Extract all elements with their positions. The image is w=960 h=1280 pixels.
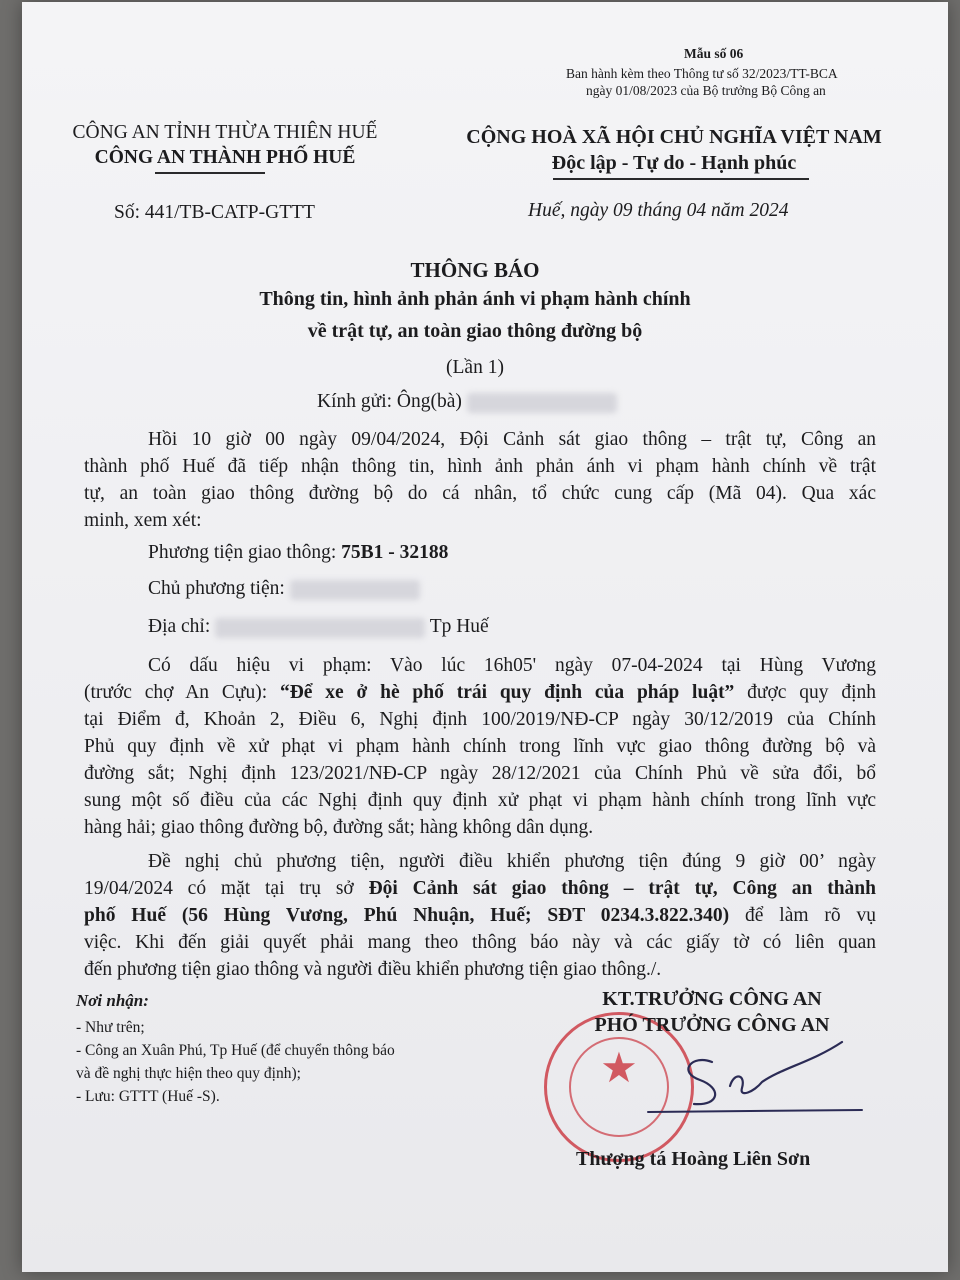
agency-underline: [155, 172, 265, 174]
violation-paragraph: [84, 652, 876, 841]
vehicle-label: Phương tiện giao thông:: [148, 542, 342, 563]
redacted-address: [215, 618, 425, 638]
request-line: Đề nghị chủ phương tiện, người điều khiển phương tiện đúng 9 giờ 00’ ngày: [148, 851, 876, 872]
violation-text: được quy định: [734, 682, 876, 703]
violation-line: tại Điểm đ, Khoản 2, Điều 6, Nghị định 100/2019/NĐ-CP ngày 30/12/2019 của Chính: [84, 709, 876, 730]
intro-line: tự, an toàn giao thông đường bộ do cá nhân, tổ chức cung cấp (Mã 04). Qua xác: [84, 483, 876, 504]
signature-title-2: PHÓ TRƯỞNG CÔNG AN: [594, 1014, 830, 1036]
request-office: Đội Cảnh sát giao thông – trật tự, Công an thành: [368, 878, 876, 899]
agency-name: CÔNG AN THÀNH PHỐ HUẾ: [94, 147, 356, 168]
violation-line: sung một số điều của các Nghị định quy định xử phạt vi phạm hành chính trong lĩnh vực: [84, 790, 876, 811]
handwritten-signature: [642, 1032, 872, 1132]
document-page: [22, 2, 948, 1272]
country-name: CỘNG HOÀ XÃ HỘI CHỦ NGHĨA VIỆT NAM: [466, 126, 882, 148]
intro-paragraph: [84, 426, 876, 534]
violation-line: [84, 679, 876, 706]
notice-round: (Lần 1): [446, 357, 504, 378]
form-number: Mẫu số 06: [684, 46, 744, 61]
request-office-address: phố Huế (56 Hùng Vương, Phú Nhuận, Huế; SĐT 0234.3.822.340): [84, 905, 730, 926]
recipient-item: - Công an Xuân Phú, Tp Huế (để chuyển thông báo: [76, 1042, 395, 1059]
signer-name: Thượng tá Hoàng Liên Sơn: [576, 1148, 811, 1170]
intro-line: thành phố Huế đã tiếp nhận thông tin, hình ảnh phản ánh vi phạm hành chính về trật: [84, 456, 876, 477]
notice-title: THÔNG BÁO: [410, 258, 540, 282]
request-line: [84, 902, 876, 929]
request-text: 19/04/2024 có mặt tại trụ sở: [84, 878, 369, 899]
notice-subtitle-1: Thông tin, hình ảnh phản ánh vi phạm hành chính: [259, 288, 691, 310]
recipient-item: và đề nghị thực hiện theo quy định);: [76, 1065, 301, 1082]
national-slogan: Độc lập - Tự do - Hạnh phúc: [551, 152, 797, 174]
redacted-owner-name: [290, 580, 420, 600]
recipient-item: - Như trên;: [76, 1019, 145, 1036]
recipients-list: [76, 1016, 395, 1108]
recipients-heading: Nơi nhận:: [76, 991, 149, 1010]
recipient-item: - Lưu: GTTT (Huế -S).: [76, 1088, 220, 1105]
owner-label: Chủ phương tiện:: [148, 578, 285, 599]
slogan-underline: [553, 178, 809, 180]
violation-line: hàng hải; giao thông đường bộ, đường sắt; hàng không dân dụng.: [84, 817, 594, 838]
violation-location: (trước chợ An Cựu):: [84, 682, 280, 703]
violation-line: Phủ quy định về xử phạt vi phạm hành chính trong lĩnh vực giao thông đường bộ và: [84, 736, 876, 757]
signature-title-1: KT.TRƯỞNG CÔNG AN: [602, 988, 822, 1010]
greeting-label: Kính gửi: Ông(bà): [317, 391, 462, 412]
form-reference-line2: ngày 01/08/2023 của Bộ trưởng Bộ Công an: [586, 83, 826, 98]
violation-line: đường sắt; Nghị định 123/2021/NĐ-CP ngày 28/12/2021 của Chính Phủ về sửa đổi, bổ: [84, 763, 876, 784]
intro-line: Hồi 10 giờ 00 ngày 09/04/2024, Đội Cảnh sát giao thông – trật tự, Công an: [148, 429, 876, 450]
address-row: [148, 616, 489, 638]
greeting: [317, 391, 617, 413]
document-number: Số: 441/TB-CATP-GTTT: [114, 202, 315, 223]
address-city: Tp Huế: [429, 616, 489, 637]
request-paragraph: [84, 848, 876, 983]
notice-subtitle-2: về trật tự, an toàn giao thông đường bộ: [307, 320, 643, 342]
redacted-recipient-name: [467, 393, 617, 413]
address-label: Địa chỉ:: [148, 616, 211, 637]
form-reference-line1: Ban hành kèm theo Thông tư số 32/2023/TT-BCA: [566, 66, 838, 81]
request-line: việc. Khi đến giải quyết phải mang theo thông báo này và các giấy tờ có liên quan: [84, 932, 876, 953]
violation-behavior: “Để xe ở hè phố trái quy định của pháp luật”: [279, 682, 735, 703]
request-line: [84, 875, 876, 902]
request-text: để làm rõ vụ: [729, 905, 877, 926]
seal-star-icon: ★: [600, 1046, 638, 1092]
owner-row: [148, 578, 420, 600]
violation-line: Có dấu hiệu vi phạm: Vào lúc 16h05' ngày 07-04-2024 tại Hùng Vương: [148, 655, 876, 676]
intro-line: minh, xem xét:: [84, 510, 202, 531]
place-date: Huế, ngày 09 tháng 04 năm 2024: [528, 200, 789, 221]
request-line: đến phương tiện giao thông và người điều khiển phương tiện giao thông./.: [84, 959, 662, 980]
vehicle-row: [148, 542, 448, 564]
agency-parent: CÔNG AN TỈNH THỪA THIÊN HUẾ: [72, 122, 378, 143]
vehicle-plate: 75B1 - 32188: [341, 542, 449, 563]
